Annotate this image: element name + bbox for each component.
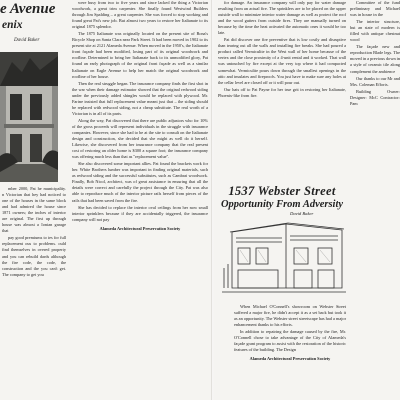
right-column-2 (350, 0, 400, 400)
article-title: 1537 Webster Street (228, 184, 336, 198)
right-page (214, 0, 400, 400)
paragraph: The façade new and reproduction Blade legs. The moved in a previous down in a style of ceramic tile along complement the ambience (350, 44, 400, 74)
paragraph: mber 2000, Pat he municipality. n Victorian that hey had noticed to one of the houses in the same block and had admired the house since 1871 owners; the inches of interior are original. The first up through house was almost a Ionian garage that (2, 186, 66, 234)
paragraph: Our hats off to Pat Payne for her true grit in restoring her Italianate, Phoenix-like from fire. (218, 86, 346, 98)
society-signature: Alameda Architectural Preservation Society (99, 225, 181, 231)
article-subtitle: enix (2, 19, 23, 31)
paragraph: were busy from two to five years and since lacked the thing a Victorian woodwork, a great trim carpenter. She finally found Westwind Builders through Jim Spalding – a great carpenter. She was forced to stop working and found great Pat's new job. But almost two years to restore her Italianate to its original 1875 splendor. (72, 0, 208, 30)
paragraph: pay good premiums to ies for full replacement ous to problems. ould find themselves in overed property and you can rebuild dards although the fire code, the code, the construction and the you can't get. The company to get you (2, 235, 66, 277)
paragraph: Pat did discover one fire preventive that is low costly and disruptive than tearing out all the walls and installing fire breaks. She had poured a product called Vermiculite in the West wall of her home because of the vertex and the close proximity of a 4-unit rental and it worked. That wall was untouched by fire except at the very top where it had compacted somewhat. Vermiculite pours down through the smallest openings in the attic and insulates and fireproofs. You just have to make sure any holes at the cellar level are closed off or it will pour out. (218, 37, 346, 85)
article-subtitle: Opportunity From Adversity (220, 199, 344, 210)
left-column-2 (72, 0, 208, 400)
paragraph: In addition to repairing the damage caused by the fire, Mr. O'Connell chose to take advantage of the City of Alameda's façade grant program to assist with the restoration of the historic features of the building. The Design (234, 329, 346, 353)
paragraph: Then the real struggle began. The insurance company finds the first shot in the war when their damage estimator showed that the original redwood siding under the previously added shingles would be replaced with plywood. Mr. Farine insisted that full replacement value meant just that – the siding should be replaced with redwood siding, not a cheap substitute. The real worth of a Victorian is in all of its parts. (72, 80, 208, 116)
house-photo (0, 52, 58, 182)
right-column-1 (218, 0, 346, 98)
article-title: e Avenue (0, 1, 56, 17)
paragraph: The 1875 Italianate was originally located on the present site of Bona's Bicycle Shop on Santa Clara near Park Street. It had been moved in 1902 to its present site at 2121 Alameda Avenue. When moved in the 1950's, the Italianate front façade had been modified, losing part of its original woodwork and roofline. Determined to bring her Italianate back to its unmodified glory, Pat found an early photograph of the original front façade as well as a similar Italianate on Eagle Avenue to help her match the original woodwork and roofline of her house. (72, 31, 208, 79)
building-sketch (222, 218, 346, 298)
paragraph: Committee of the fund preliminary and Michael was in house in the (350, 0, 400, 18)
paragraph: Building Owner: Designer: McC Contractor: Pam (350, 88, 400, 106)
paragraph: When Michael O'Connell's showroom on Webster Street suffered a major fire, he didn't accept it as a set back but took it as an opportunity. The Webster street streetscape has had a major enhancement thanks to his efforts. (234, 304, 346, 328)
house-photo-image (0, 52, 58, 182)
paragraph: for damage. An insurance company will only pay for water damage resulting from an actual fire. The sprinklers are to be placed on the upper outside wall to minimize interior water damage as well as protect the roof and the wood gutters from outside fires. They are manually turned on because by the time the heat activated the automatic ones it would be too late. (218, 0, 346, 36)
paragraph: The interior structure, but an state of modern is filled with antique chestnut wood (350, 19, 400, 43)
paragraph: Along the way, Pat discovered that there are public adjustors who for 10% of the gross proceeds will represent individuals in the struggle with insurance companies. However, since she had to be at the site to consult on the Italianate design and construction, she decided that she might as well do it herself. Likewise, she discovered from her insurance company that the real present cost of restoring an older home is $300 a square foot; the insurance company was offering much less than that as "replacement value". (72, 117, 208, 160)
society-signature: Alameda Architectural Preservation Society (249, 356, 331, 362)
article-byline: David Baker (290, 211, 314, 216)
article-byline: David Baker (14, 38, 40, 43)
right-bottom-column (234, 304, 346, 400)
left-column-1 (2, 186, 66, 400)
paragraph: She also discovered some important allies. Pat found the brackets work for her. White Brothers lumber was important in finding original materials, such as redwood siding and the successful substitutes, such as Cambrai woodwork. Finally, Bob Nicol, architect, was of great assistance in ensuring that all the details were correct and carefully the project through the City. Pat was also able to reproduce much of the interior picture rails herself from pieces of the rails that had been saved from the fire. (72, 161, 208, 203)
paragraph: Our thanks to our Mr and Mrs. Coleman Efforts. (350, 75, 400, 87)
paragraph: She has decided to replace the interior oval ceilings from her now small interior sprinklers because if they are accidentally triggered, the insurance company will not pay (72, 204, 208, 222)
building-sketch-image (222, 218, 346, 298)
